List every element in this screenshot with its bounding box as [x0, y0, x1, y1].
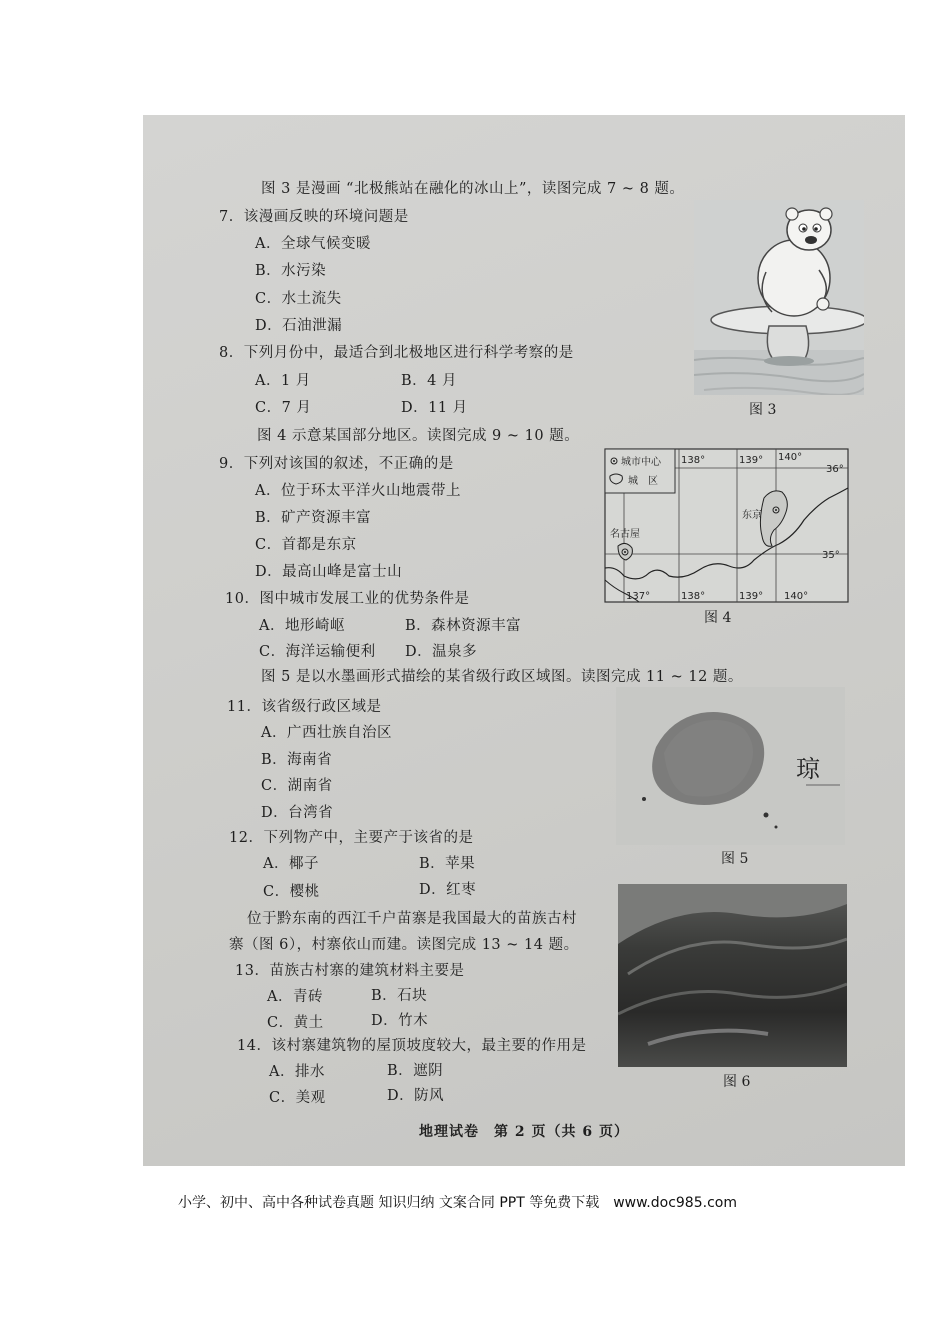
- map-bottom-tick-139: 139°: [739, 591, 764, 602]
- map-lat-36: 36°: [826, 464, 844, 475]
- map-top-tick-138: 138°: [681, 455, 706, 466]
- q13-option-b: B．石块: [371, 988, 428, 1004]
- polar-bear-on-ice-illustration: [694, 200, 864, 395]
- map-top-tick-139: 139°: [739, 455, 764, 466]
- q14-option-a: A．排水: [269, 1064, 325, 1080]
- figure-4-caption: 图 4: [704, 610, 732, 626]
- q13-option-d: D．竹木: [371, 1013, 429, 1029]
- map-bottom-tick-140: 140°: [784, 591, 809, 602]
- site-footer: 小学、初中、高中各种试卷真题 知识归纳 文案合同 PPT 等免费下载 www.doc985.com: [178, 1195, 737, 1211]
- figure-3-caption: 图 3: [749, 402, 777, 418]
- map-top-tick-140: 140°: [778, 452, 803, 463]
- q7-option-a: A．全球气候变暖: [255, 236, 371, 252]
- q10-option-b: B．森林资源丰富: [405, 618, 522, 634]
- question-12-stem: 12．下列物产中，主要产于该省的是: [229, 830, 474, 846]
- intro-13-14-line1: 位于黔东南的西江千户苗寨是我国最大的苗族古村: [247, 911, 577, 927]
- q10-option-a: A．地形崎岖: [259, 618, 345, 634]
- japan-region-map: [604, 448, 849, 603]
- question-7-stem: 7．该漫画反映的环境问题是: [219, 209, 409, 225]
- figure-3-polar-bear-cartoon: [694, 200, 864, 395]
- q14-option-b: B．遮阴: [387, 1063, 444, 1079]
- figure-5-caption: 图 5: [721, 851, 749, 867]
- q10-option-d: D．温泉多: [405, 644, 478, 660]
- q14-option-c: C．美观: [269, 1090, 326, 1106]
- exam-page-photo: [143, 115, 905, 1166]
- figure-6-caption: 图 6: [723, 1074, 751, 1090]
- map-lat-35: 35°: [822, 550, 840, 561]
- question-8-stem: 8．下列月份中，最适合到北极地区进行科学考察的是: [219, 345, 574, 361]
- q9-option-d: D．最高山峰是富士山: [255, 564, 403, 580]
- miao-village-photo: [618, 884, 847, 1067]
- q9-option-b: B．矿产资源丰富: [255, 510, 372, 526]
- intro-9-10: 图 4 示意某国部分地区。读图完成 9 ~ 10 题。: [257, 428, 580, 444]
- q12-option-d: D．红枣: [419, 882, 477, 898]
- q8-option-a: A．1 月: [255, 373, 311, 389]
- q9-option-a: A．位于环太平洋火山地震带上: [255, 483, 461, 499]
- fig5-qiong-character: 琼: [796, 755, 820, 783]
- q7-option-d: D．石油泄漏: [255, 318, 343, 334]
- q12-option-b: B．苹果: [419, 856, 476, 872]
- q9-option-c: C．首都是东京: [255, 537, 357, 553]
- q8-option-d: D．11 月: [401, 400, 468, 416]
- map-legend-area-label: 城 区: [628, 476, 658, 487]
- q12-option-a: A．椰子: [263, 856, 319, 872]
- map-bottom-tick-138: 138°: [681, 591, 706, 602]
- question-10-stem: 10．图中城市发展工业的优势条件是: [225, 591, 470, 607]
- q11-option-b: B．海南省: [261, 752, 333, 768]
- q11-option-c: C．湖南省: [261, 778, 333, 794]
- question-14-stem: 14．该村寨建筑物的屋顶坡度较大，最主要的作用是: [237, 1038, 587, 1054]
- map-city-tokyo: 东京: [742, 510, 762, 521]
- map-legend-city-label: 城市中心: [621, 457, 661, 468]
- intro-7-8: 图 3 是漫画 “北极熊站在融化的冰山上”，读图完成 7 ~ 8 题。: [261, 181, 685, 197]
- q11-option-a: A．广西壮族自治区: [261, 725, 392, 741]
- hainan-ink-painting: [616, 687, 845, 845]
- q12-option-c: C．樱桃: [263, 884, 320, 900]
- intro-13-14-line2: 寨（图 6），村寨依山而建。读图完成 13 ~ 14 题。: [229, 937, 579, 953]
- exam-page-footer: 地理试卷 第 2 页（共 6 页）: [419, 1124, 629, 1140]
- q13-option-c: C．黄土: [267, 1015, 324, 1031]
- q8-option-c: C．7 月: [255, 400, 312, 416]
- q8-option-b: B．4 月: [401, 373, 457, 389]
- q7-option-b: B．水污染: [255, 263, 327, 279]
- q7-option-c: C．水土流失: [255, 291, 342, 307]
- question-9-stem: 9．下列对该国的叙述，不正确的是: [219, 456, 454, 472]
- map-city-nagoya: 名古屋: [610, 529, 640, 540]
- intro-11-12: 图 5 是以水墨画形式描绘的某省级行政区域图。读图完成 11 ~ 12 题。: [261, 669, 743, 685]
- q13-option-a: A．青砖: [267, 989, 323, 1005]
- map-bottom-tick-137: 137°: [626, 591, 651, 602]
- figure-5-ink-map: [616, 687, 845, 845]
- figure-6-village-photo: [618, 884, 847, 1067]
- q11-option-d: D．台湾省: [261, 805, 334, 821]
- figure-4-map: [604, 448, 849, 603]
- q10-option-c: C．海洋运输便利: [259, 644, 376, 660]
- q14-option-d: D．防风: [387, 1088, 445, 1104]
- question-13-stem: 13．苗族古村寨的建筑材料主要是: [235, 963, 465, 979]
- question-11-stem: 11．该省级行政区域是: [227, 699, 382, 715]
